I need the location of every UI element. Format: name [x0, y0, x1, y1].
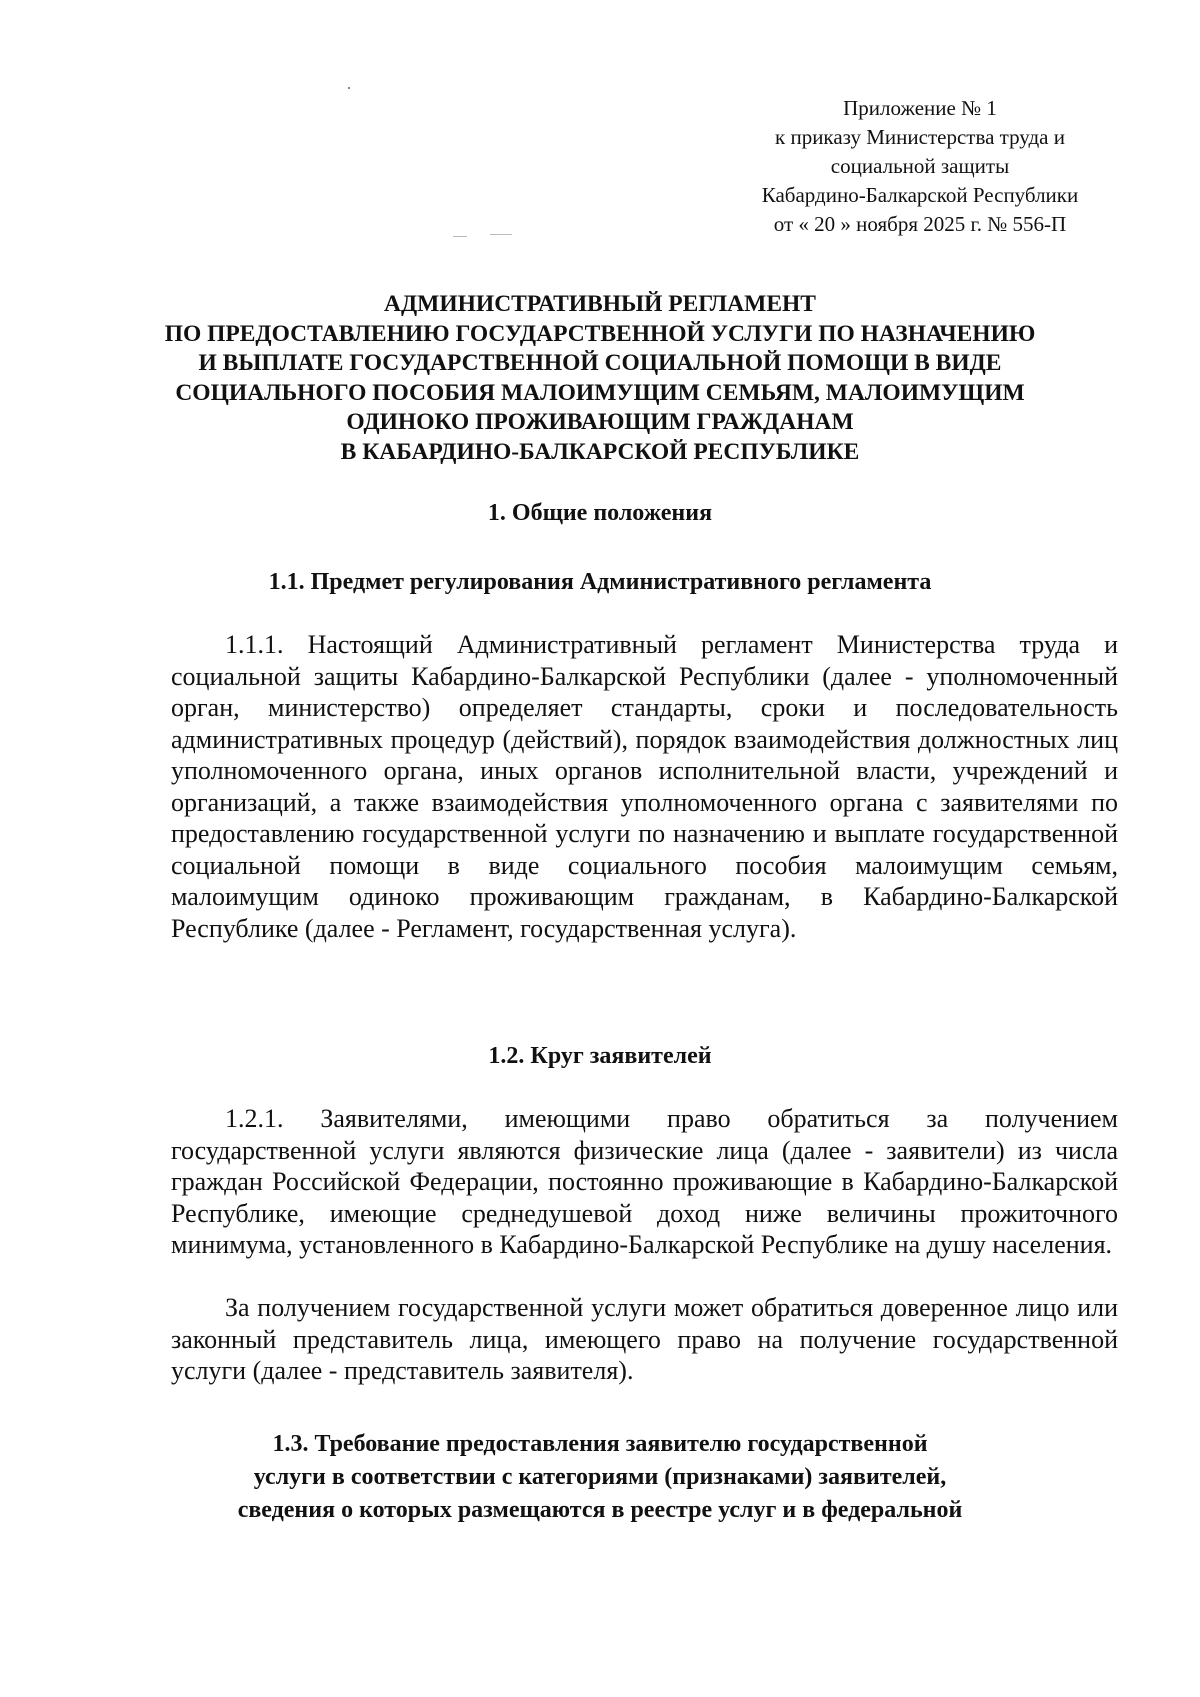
document-title	[140, 290, 1060, 467]
heading-line: 1.3. Требование предоставления заявителю государственной	[272, 1431, 928, 1457]
appendix-line: к приказу Министерства труда и	[775, 125, 1065, 149]
paragraph-1-2-2: За получением государственной услуги может обратиться доверенное лицо или законный представитель лица, имеющего право на получение государственной услуги (далее - представитель заявителя).	[171, 1293, 1118, 1385]
paragraph-1-2-1: 1.2.1. Заявителями, имеющими право обратиться за получением государственной услуги являются физические лица (далее - заявители) из числа граждан Российской Федерации, постоянно проживающие в Кабардино-Балкарской Республике, имеющие среднедушевой доход ниже величины прожиточного минимума, установленного в Кабардино-Балкарской Республике на душу населения.	[171, 1104, 1118, 1259]
title-line: ОДИНОКО ПРОЖИВАЮЩИМ ГРАЖДАНАМ	[346, 409, 854, 435]
heading-line: услуги в соответствии с категориями (признаками) заявителей,	[253, 1464, 947, 1490]
title-line: ПО ПРЕДОСТАВЛЕНИЮ ГОСУДАРСТВЕННОЙ УСЛУГИ ПО НАЗНАЧЕНИЮ	[164, 320, 1036, 347]
scan-speck	[490, 234, 512, 235]
heading-line: сведения о которых размещаются в реестре услуг и в федеральной	[237, 1497, 963, 1523]
appendix-block	[740, 94, 1100, 239]
title-line: СОЦИАЛЬНОГО ПОСОБИЯ МАЛОИМУЩИМ СЕМЬЯМ, МАЛОИМУЩИМ	[175, 379, 1025, 406]
appendix-line: социальной защиты	[830, 154, 1010, 178]
appendix-line: Приложение № 1	[843, 96, 997, 120]
title-line: АДМИНИСТРАТИВНЫЙ РЕГЛАМЕНТ	[384, 291, 816, 317]
subsection-heading: 1.1. Предмет регулирования Административного регламента	[268, 569, 932, 595]
title-line: В КАБАРДИНО-БАЛКАРСКОЙ РЕСПУБЛИКЕ	[340, 438, 860, 465]
paragraph-1-1-1: 1.1.1. Настоящий Административный регламент Министерства труда и социальной защиты Кабардино-Балкарской Республики (далее - уполномоченный орган, министерство) определяет стандарты, сроки и последовательность административных процедур (действий), порядок взаимодействия должностных лиц уполномоченного органа, иных органов исполнительной власти, учреждений и организаций, а также взаимодействия уполномоченного органа с заявителями по предоставлению государственной услуги по назначению и выплате государственной социальной помощи в виде социального пособия малоимущим семьям, малоимущим одиноко проживающим гражданам, в Кабардино-Балкарской Республике (далее - Регламент, государственная услуга).	[171, 630, 1118, 943]
scan-speck	[348, 87, 350, 89]
subsection-heading	[140, 1428, 1060, 1527]
section-heading: 1. Общие положения	[487, 500, 713, 526]
scan-speck	[453, 236, 467, 237]
title-line: И ВЫПЛАТЕ ГОСУДАРСТВЕННОЙ СОЦИАЛЬНОЙ ПОМОЩИ В ВИДЕ	[198, 350, 1002, 376]
appendix-line: Кабардино-Балкарской Республики	[761, 183, 1079, 207]
subsection-heading: 1.2. Круг заявителей	[488, 1043, 712, 1069]
appendix-line: от « 20 » ноября 2025 г. № 556-П	[773, 212, 1067, 236]
